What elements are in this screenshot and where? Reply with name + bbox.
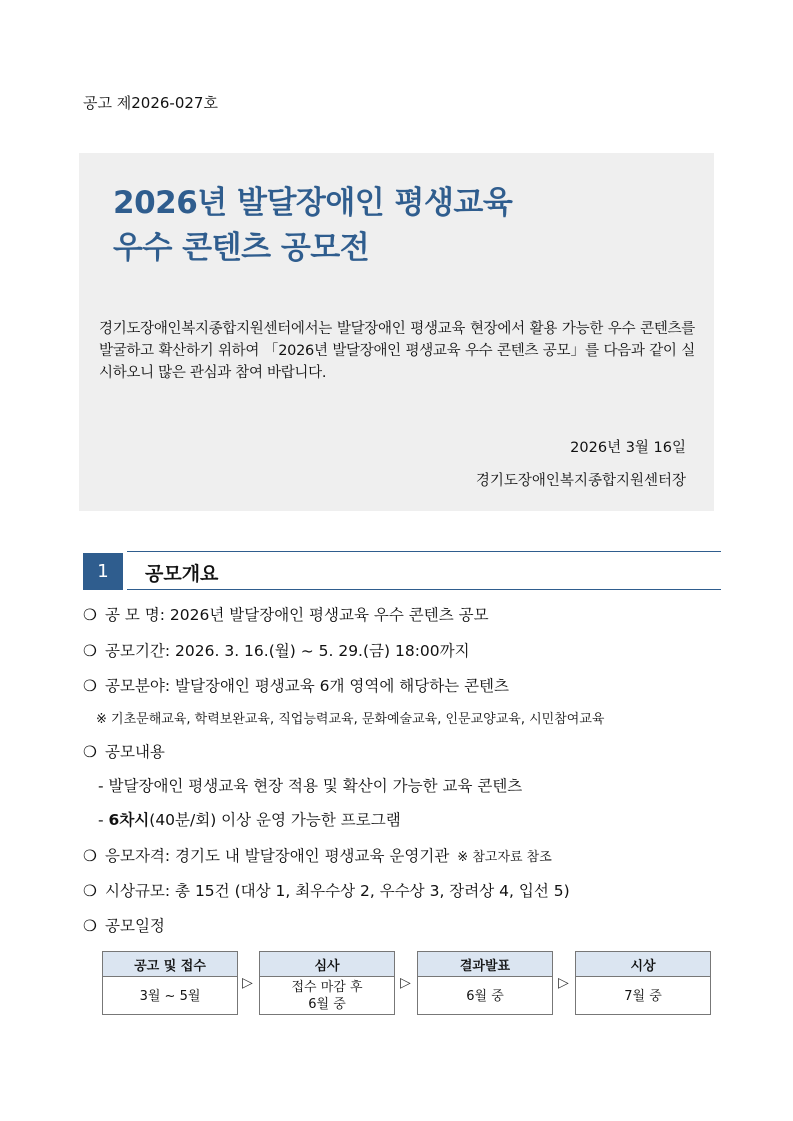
schedule-step — [417, 951, 553, 1015]
item-awards-text: 시상규모: 총 15건 (대상 1, 최우수상 2, 우수상 3, 장려상 4, 입선 5) — [105, 882, 570, 900]
arrow-right-icon: ▷ — [242, 975, 253, 991]
hero-box — [79, 153, 714, 511]
item-field-text: 공모분야: 발달장애인 평생교육 6개 영역에 해당하는 콘텐츠 — [105, 677, 509, 695]
item-schedule-text: 공모일정 — [105, 917, 165, 935]
section-title: 공모개요 — [145, 563, 219, 585]
schedule-step-body-text: 6월 중 — [466, 988, 504, 1004]
section-number: 1 — [83, 553, 123, 590]
schedule-step-head: 공고 및 접수 — [103, 952, 237, 977]
schedule-step-body — [576, 977, 710, 1015]
schedule-step-body — [103, 977, 237, 1015]
item-eligibility-text: 응모자격: 경기도 내 발달장애인 평생교육 운영기관 — [105, 847, 450, 865]
item-content-sub2 — [98, 808, 401, 830]
arrow-right-icon: ▷ — [400, 975, 411, 991]
schedule-step — [575, 951, 711, 1015]
item-field — [83, 674, 509, 696]
bullet-circle-icon: ❍ — [83, 642, 97, 660]
bullet-circle-icon: ❍ — [83, 743, 97, 761]
hero-title-line2: 우수 콘텐츠 공모전 — [113, 230, 370, 266]
schedule-step-body — [418, 977, 552, 1015]
item-field-note: ※ 기초문해교육, 학력보완교육, 직업능력교육, 문화예술교육, 인문교양교육, 시민참여교육 — [96, 712, 605, 727]
schedule-step-body-text: 3월 ~ 5월 — [139, 988, 201, 1004]
item-awards — [83, 879, 570, 901]
schedule-step-body — [260, 977, 394, 1015]
sub2-rest: (40분/회) 이상 운영 가능한 프로그램 — [149, 811, 401, 829]
bullet-circle-icon: ❍ — [83, 882, 97, 900]
hero-intro: 경기도장애인복지종합지원센터에서는 발달장애인 평생교육 현장에서 활용 가능한 우수 콘텐츠를 발굴하고 확산하기 위하여 「2026년 발달장애인 평생교육 우수 콘텐츠 공모」를 다음과 같이 실시하오니 많은 관심과 참여 바랍니다. — [99, 321, 695, 381]
item-name-text: 공 모 명: 2026년 발달장애인 평생교육 우수 콘텐츠 공모 — [105, 606, 489, 624]
item-period — [83, 639, 470, 661]
schedule-step-head: 시상 — [576, 952, 710, 977]
item-eligibility — [83, 844, 552, 866]
item-eligibility-note: ※ 참고자료 참조 — [457, 850, 552, 865]
notice-number: 공고 제2026-027호 — [83, 94, 218, 112]
item-schedule — [83, 914, 165, 936]
bullet-circle-icon: ❍ — [83, 917, 97, 935]
item-content-text: 공모내용 — [105, 743, 165, 761]
sub2-bold: 6차시 — [108, 811, 150, 829]
schedule-step-head: 결과발표 — [418, 952, 552, 977]
hero-title — [113, 181, 512, 271]
item-period-text: 공모기간: 2026. 3. 16.(월) ~ 5. 29.(금) 18:00까지 — [105, 642, 470, 660]
hero-date: 2026년 3월 16일 — [570, 440, 686, 456]
schedule-step — [102, 951, 238, 1015]
hero-title-line1: 2026년 발달장애인 평생교육 — [113, 185, 513, 221]
schedule-step — [259, 951, 395, 1015]
bullet-circle-icon: ❍ — [83, 677, 97, 695]
body-line1: 접수 마감 후 — [291, 980, 363, 995]
body-line2: 6월 중 — [308, 997, 346, 1012]
schedule-step-head: 심사 — [260, 952, 394, 977]
schedule-step-body-text: 7월 중 — [624, 988, 662, 1004]
item-name — [83, 603, 489, 625]
item-content — [83, 740, 165, 762]
bullet-circle-icon: ❍ — [83, 606, 97, 624]
schedule-step-body-text — [291, 979, 362, 1013]
arrow-right-icon: ▷ — [558, 975, 569, 991]
bullet-circle-icon: ❍ — [83, 847, 97, 865]
section-header — [127, 551, 721, 590]
sub2-prefix: - — [98, 811, 109, 829]
item-content-sub1: - 발달장애인 평생교육 현장 적용 및 확산이 가능한 교육 콘텐츠 — [98, 777, 523, 795]
hero-issuer: 경기도장애인복지종합지원센터장 — [475, 473, 686, 489]
